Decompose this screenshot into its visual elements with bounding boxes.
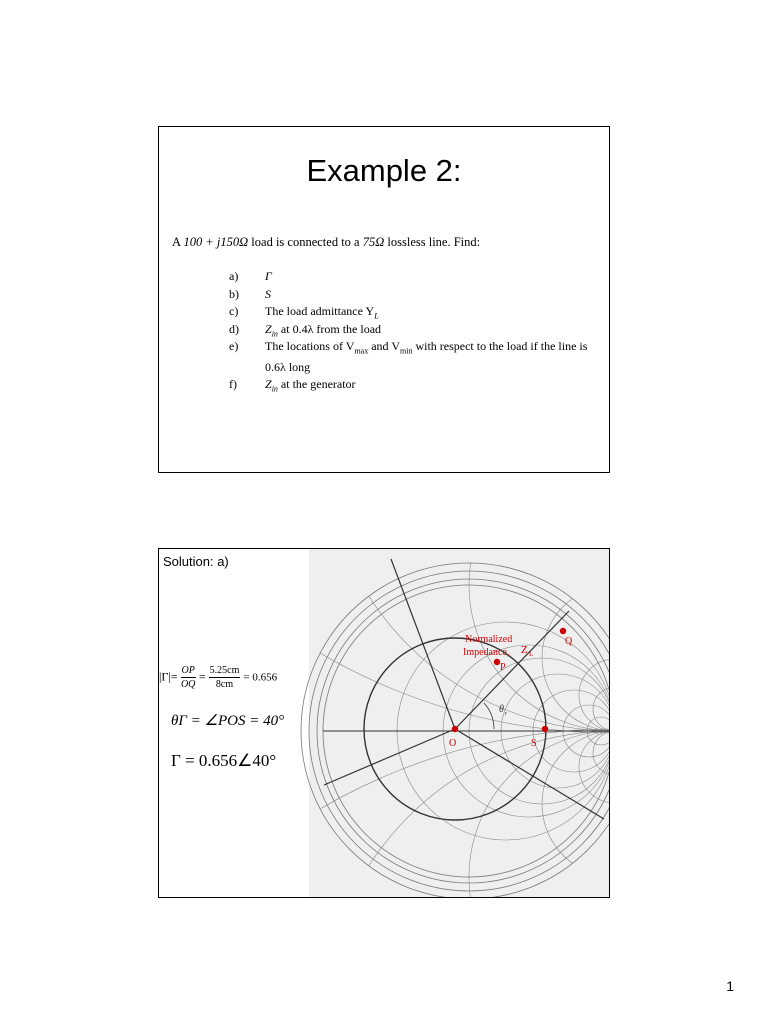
question-rest: with respect to the load if the line is 0.6λ long — [265, 339, 588, 375]
intro-mid: load is connected to a — [248, 235, 363, 249]
point-q — [560, 628, 566, 634]
denominator: 8cm — [215, 679, 234, 690]
label-q: Q — [565, 636, 573, 647]
label-impedance: Impedance, — [463, 647, 510, 658]
question-text: Γ — [265, 269, 272, 283]
gamma-magnitude-equation — [159, 664, 279, 691]
line-impedance: 75Ω — [362, 235, 385, 249]
question-d — [229, 321, 609, 339]
question-list — [229, 268, 609, 394]
question-f — [229, 376, 609, 394]
numerator: 5.25cm — [209, 665, 240, 676]
question-text: Z — [265, 321, 272, 336]
label-normalized: Normalized — [465, 634, 513, 645]
page-number: 1 — [726, 978, 734, 994]
subscript: L — [374, 311, 379, 321]
label-zl-sub: L — [529, 650, 534, 658]
point-o — [452, 726, 458, 732]
theta-equation: θΓ = ∠POS = 40° — [171, 713, 285, 729]
solution-slide — [158, 548, 610, 898]
solution-heading: Solution: a) — [163, 554, 229, 569]
point-s — [542, 726, 548, 732]
denominator: OQ — [180, 679, 196, 690]
fraction-op-oq — [181, 664, 196, 691]
label-theta-sub: r — [505, 711, 507, 717]
question-a — [229, 268, 609, 286]
question-and: and V — [368, 339, 400, 353]
subscript: in — [271, 328, 278, 338]
subscript: min — [400, 346, 413, 356]
question-label: e) — [229, 339, 239, 353]
gamma-lhs: |Γ|= — [159, 669, 178, 684]
question-rest: at the generator — [277, 377, 356, 392]
intro-pre: A — [172, 235, 184, 249]
question-b — [229, 286, 609, 304]
label-p: P — [500, 662, 506, 673]
question-text: The locations of V — [265, 339, 355, 353]
subscript: max — [354, 346, 369, 356]
example-slide — [158, 126, 610, 473]
question-text: Z — [265, 377, 272, 392]
question-label: b) — [229, 286, 239, 301]
gamma-result: = 0.656 — [243, 671, 278, 684]
label-o: O — [449, 738, 457, 749]
intro-post: lossless line. Find: — [384, 235, 481, 249]
equals: = — [198, 669, 206, 684]
question-label: c) — [229, 304, 239, 318]
question-text: S — [265, 286, 271, 301]
label-zl: Z — [521, 644, 528, 656]
subscript: in — [271, 384, 278, 394]
slide-title: Example 2: — [306, 153, 462, 188]
problem-statement — [172, 235, 480, 250]
gamma-polar-equation: Γ = 0.656∠40° — [171, 751, 277, 770]
fraction-cm — [209, 664, 241, 691]
label-theta: θ — [499, 704, 504, 715]
numerator: OP — [181, 665, 195, 676]
label-s: S — [531, 738, 537, 749]
question-c — [229, 303, 609, 321]
question-label: d) — [229, 321, 239, 336]
question-rest: at 0.4λ from the load — [277, 321, 382, 336]
question-label: f) — [229, 377, 237, 392]
load-impedance: 100 + j150Ω — [183, 235, 249, 249]
question-e — [229, 338, 609, 376]
question-text: The load admittance Y — [265, 304, 375, 318]
question-label: a) — [229, 269, 239, 283]
